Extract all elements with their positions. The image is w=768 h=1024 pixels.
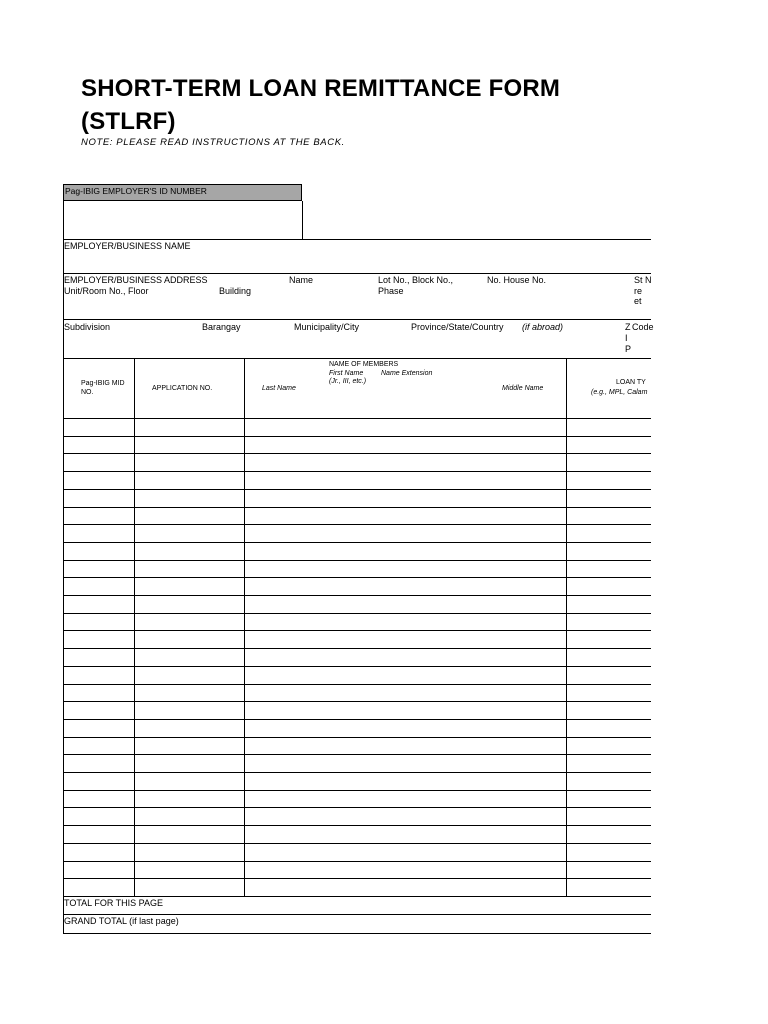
table-row[interactable] [63, 825, 651, 826]
table-row[interactable] [63, 861, 651, 862]
table-row[interactable] [63, 737, 651, 738]
table-row[interactable] [63, 790, 651, 791]
table-row[interactable] [63, 577, 651, 578]
header-extension-examples: (Jr., III, etc.) [329, 378, 367, 385]
building-label: Building [219, 286, 252, 296]
table-row[interactable] [63, 896, 651, 897]
header-loan-type-examples: (e.g., MPL, Calam [591, 389, 648, 396]
divider-line [63, 358, 651, 359]
header-middle-name: Middle Name [502, 385, 544, 392]
table-row[interactable] [63, 471, 651, 472]
form-title: SHORT-TERM LOAN REMITTANCE FORM (STLRF) [81, 75, 561, 135]
table-row[interactable] [63, 772, 651, 773]
divider-line [63, 239, 651, 240]
employer-address-label: EMPLOYER/BUSINESS ADDRESS [64, 275, 208, 285]
employer-name-label: EMPLOYER/BUSINESS NAME [64, 241, 191, 251]
table-row[interactable] [63, 524, 651, 525]
divider-line [63, 319, 651, 320]
street-label: St N [634, 275, 652, 285]
abroad-label: (if abroad) [522, 322, 564, 332]
header-mid-no: Pag-IBIG MID [81, 380, 125, 387]
column-divider [244, 358, 245, 897]
building-name-label: Name [289, 275, 314, 285]
table-row[interactable] [63, 436, 651, 437]
employer-address-field[interactable] [63, 297, 633, 317]
employer-name-field[interactable] [63, 252, 651, 272]
table-row[interactable] [63, 489, 651, 490]
table-row[interactable] [63, 630, 651, 631]
header-application-no: APPLICATION NO. [152, 385, 213, 392]
street-label-3: et [634, 296, 642, 306]
divider-line [63, 933, 651, 934]
zip-label-2: I [625, 333, 628, 343]
instructions-note: NOTE: PLEASE READ INSTRUCTIONS AT THE BACK. [81, 137, 345, 148]
table-row[interactable] [63, 754, 651, 755]
street-label-2: re [634, 286, 643, 296]
form-left-border [63, 184, 64, 934]
header-mid-no-2: NO. [81, 389, 94, 396]
table-row[interactable] [63, 719, 651, 720]
barangay-label: Barangay [202, 322, 241, 332]
unit-label: Unit/Room No., Floor [64, 286, 149, 296]
table-row[interactable] [63, 542, 651, 543]
province-label: Province/State/Country [411, 322, 504, 332]
house-no-label: No. House No. [487, 275, 547, 285]
table-row[interactable] [63, 648, 651, 649]
zip-label-3: P [625, 344, 632, 354]
grand-total-label: GRAND TOTAL (if last page) [64, 916, 179, 926]
column-divider [134, 358, 135, 897]
column-divider [566, 358, 567, 897]
table-row[interactable] [63, 507, 651, 508]
municipality-label: Municipality/City [294, 322, 360, 332]
table-row[interactable] [63, 843, 651, 844]
total-this-page-label: TOTAL FOR THIS PAGE [64, 898, 164, 908]
table-row[interactable] [63, 418, 651, 419]
employer-location-field[interactable] [63, 334, 618, 356]
lot-block-label: Lot No., Block No., [378, 275, 454, 285]
table-row[interactable] [63, 684, 651, 685]
divider-line [63, 273, 651, 274]
phase-label: Phase [378, 286, 404, 296]
table-row[interactable] [63, 560, 651, 561]
divider-line [63, 914, 651, 915]
table-row[interactable] [63, 807, 651, 808]
zip-label: Z [625, 322, 631, 332]
header-first-name: First Name [329, 370, 364, 377]
header-loan-type: LOAN TY [616, 379, 646, 386]
employer-id-label: Pag-IBIG EMPLOYER'S ID NUMBER [65, 186, 207, 196]
table-row[interactable] [63, 666, 651, 667]
table-row[interactable] [63, 878, 651, 879]
table-row[interactable] [63, 595, 651, 596]
header-name-extension: Name Extension [381, 370, 433, 377]
table-row[interactable] [63, 701, 651, 702]
header-last-name: Last Name [262, 385, 296, 392]
header-name-of-members: NAME OF MEMBERS [329, 361, 399, 368]
subdivision-label: Subdivision [64, 322, 111, 332]
table-row[interactable] [63, 613, 651, 614]
table-row[interactable] [63, 453, 651, 454]
employer-id-field[interactable] [63, 201, 303, 239]
zip-code-label: Code [632, 322, 654, 332]
